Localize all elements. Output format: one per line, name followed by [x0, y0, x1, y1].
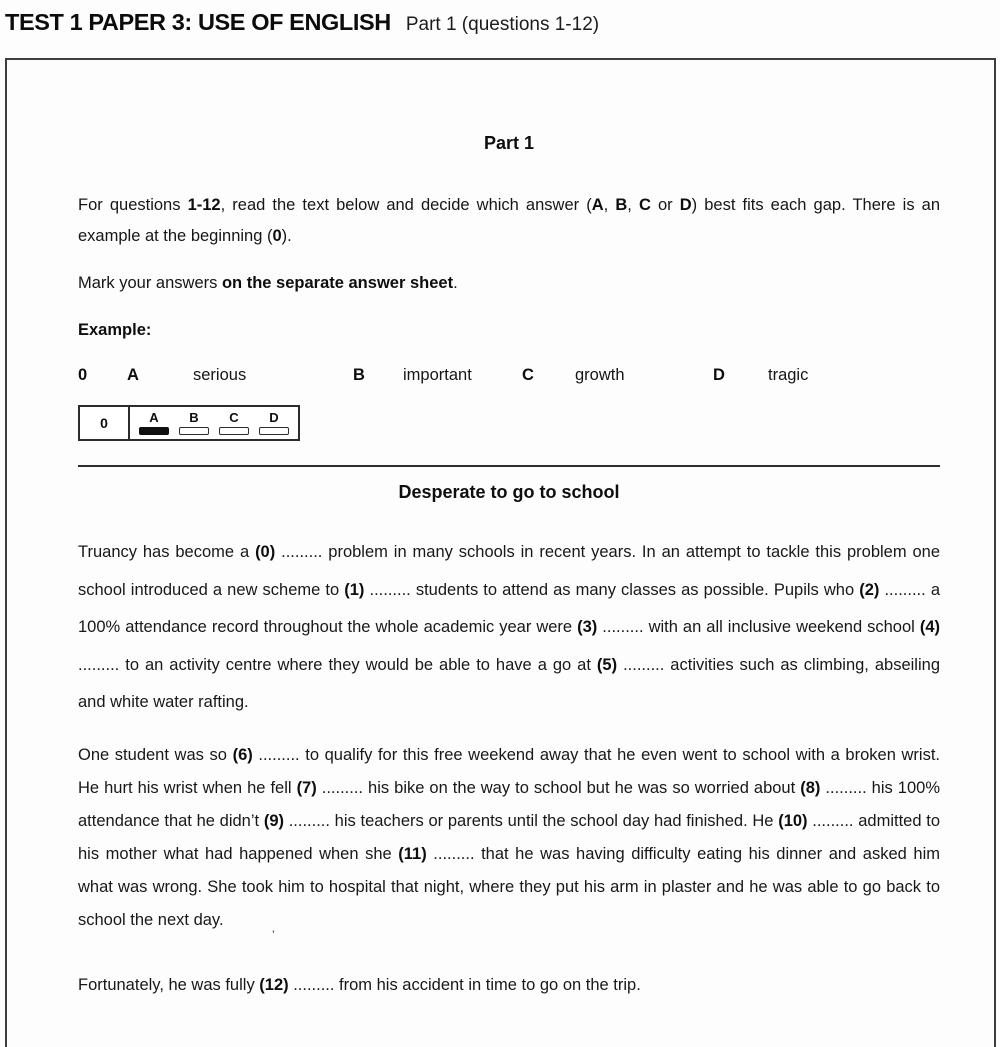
option-word-b: important [403, 366, 472, 384]
answer-letter-b: B [189, 410, 199, 425]
mark-answers-text: Mark your answers on the separate answer sheet. [78, 274, 458, 292]
passage-paragraph-1: Truancy has become a (0) ......... problem in many schools in recent years. In an attempt to tackle this problem one school introduced a new scheme to (1) ......... students to attend as many classes as possible. Pupils who (2) ......... a 100% attendance record throughout the whole academic year were (3) ......... with an all inclusive weekend school (4) ......... to an activity centre where they would be able to have a go at (5) ......... activities such as climbing, abseiling and white water rafting. [78, 543, 941, 711]
answer-lozenge-0 [139, 427, 169, 435]
answer-letter-a: A [149, 410, 159, 425]
passage-paragraph-3: Fortunately, he was fully (12) ......... from his accident in time to go on the trip. [78, 975, 641, 994]
option-word-a: serious [193, 366, 247, 384]
instructions-text: For questions 1-12, read the text below and decide which answer (A, B, C or D) best fits each gap. There is an example at the beginning (0). [78, 196, 941, 245]
example-options-row [78, 360, 940, 391]
option-letter-b: B [353, 366, 365, 384]
answer-lozenge-1 [179, 427, 209, 435]
option-letter-c: C [522, 366, 534, 384]
answer-lozenge-3 [259, 427, 289, 435]
answer-choice-d [254, 409, 294, 437]
answer-sheet-sample [78, 405, 300, 441]
page-header [5, 9, 599, 36]
scan-artifact: ’ [272, 928, 275, 942]
passage-paragraph-2: One student was so (6) ......... to qualify for this free weekend away that he even went to school with a broken wrist. He hurt his wrist when he fell (7) ......... his bike on the way to school but he was so worried about (8) ......... his 100% attendance that he didn’t (9) ......... his teachers or parents until the school day had finished. He (10) ......... admitted to his mother what had happened when she (11) ......... that he was having difficulty eating his dinner and asked him what was wrong. She took him to hospital that night, where they put his arm in plaster and he was able to go back to school the next day. [78, 745, 941, 929]
option-letter-a: A [127, 366, 139, 384]
answer-letter-d: D [269, 410, 279, 425]
option-letter-d: D [713, 366, 725, 384]
option-word-d: tragic [768, 366, 809, 384]
example-label: Example: [78, 321, 152, 339]
answer-sheet-number-cell: 0 [80, 407, 130, 439]
question-box [5, 58, 996, 1047]
answer-lozenge-2 [219, 427, 249, 435]
test-title: TEST 1 PAPER 3: USE OF ENGLISH [5, 9, 391, 35]
answer-choice-a [134, 409, 174, 437]
part-heading: Part 1 [483, 133, 535, 153]
answer-choice-c [214, 409, 254, 437]
example-question-number: 0 [78, 366, 88, 384]
answer-sheet-choices [130, 407, 298, 439]
section-divider [78, 465, 940, 467]
option-word-c: growth [575, 366, 625, 384]
answer-letter-c: C [229, 410, 239, 425]
passage-title: Desperate to go to school [398, 482, 620, 502]
answer-choice-b [174, 409, 214, 437]
part-subtitle: Part 1 (questions 1-12) [405, 14, 600, 35]
